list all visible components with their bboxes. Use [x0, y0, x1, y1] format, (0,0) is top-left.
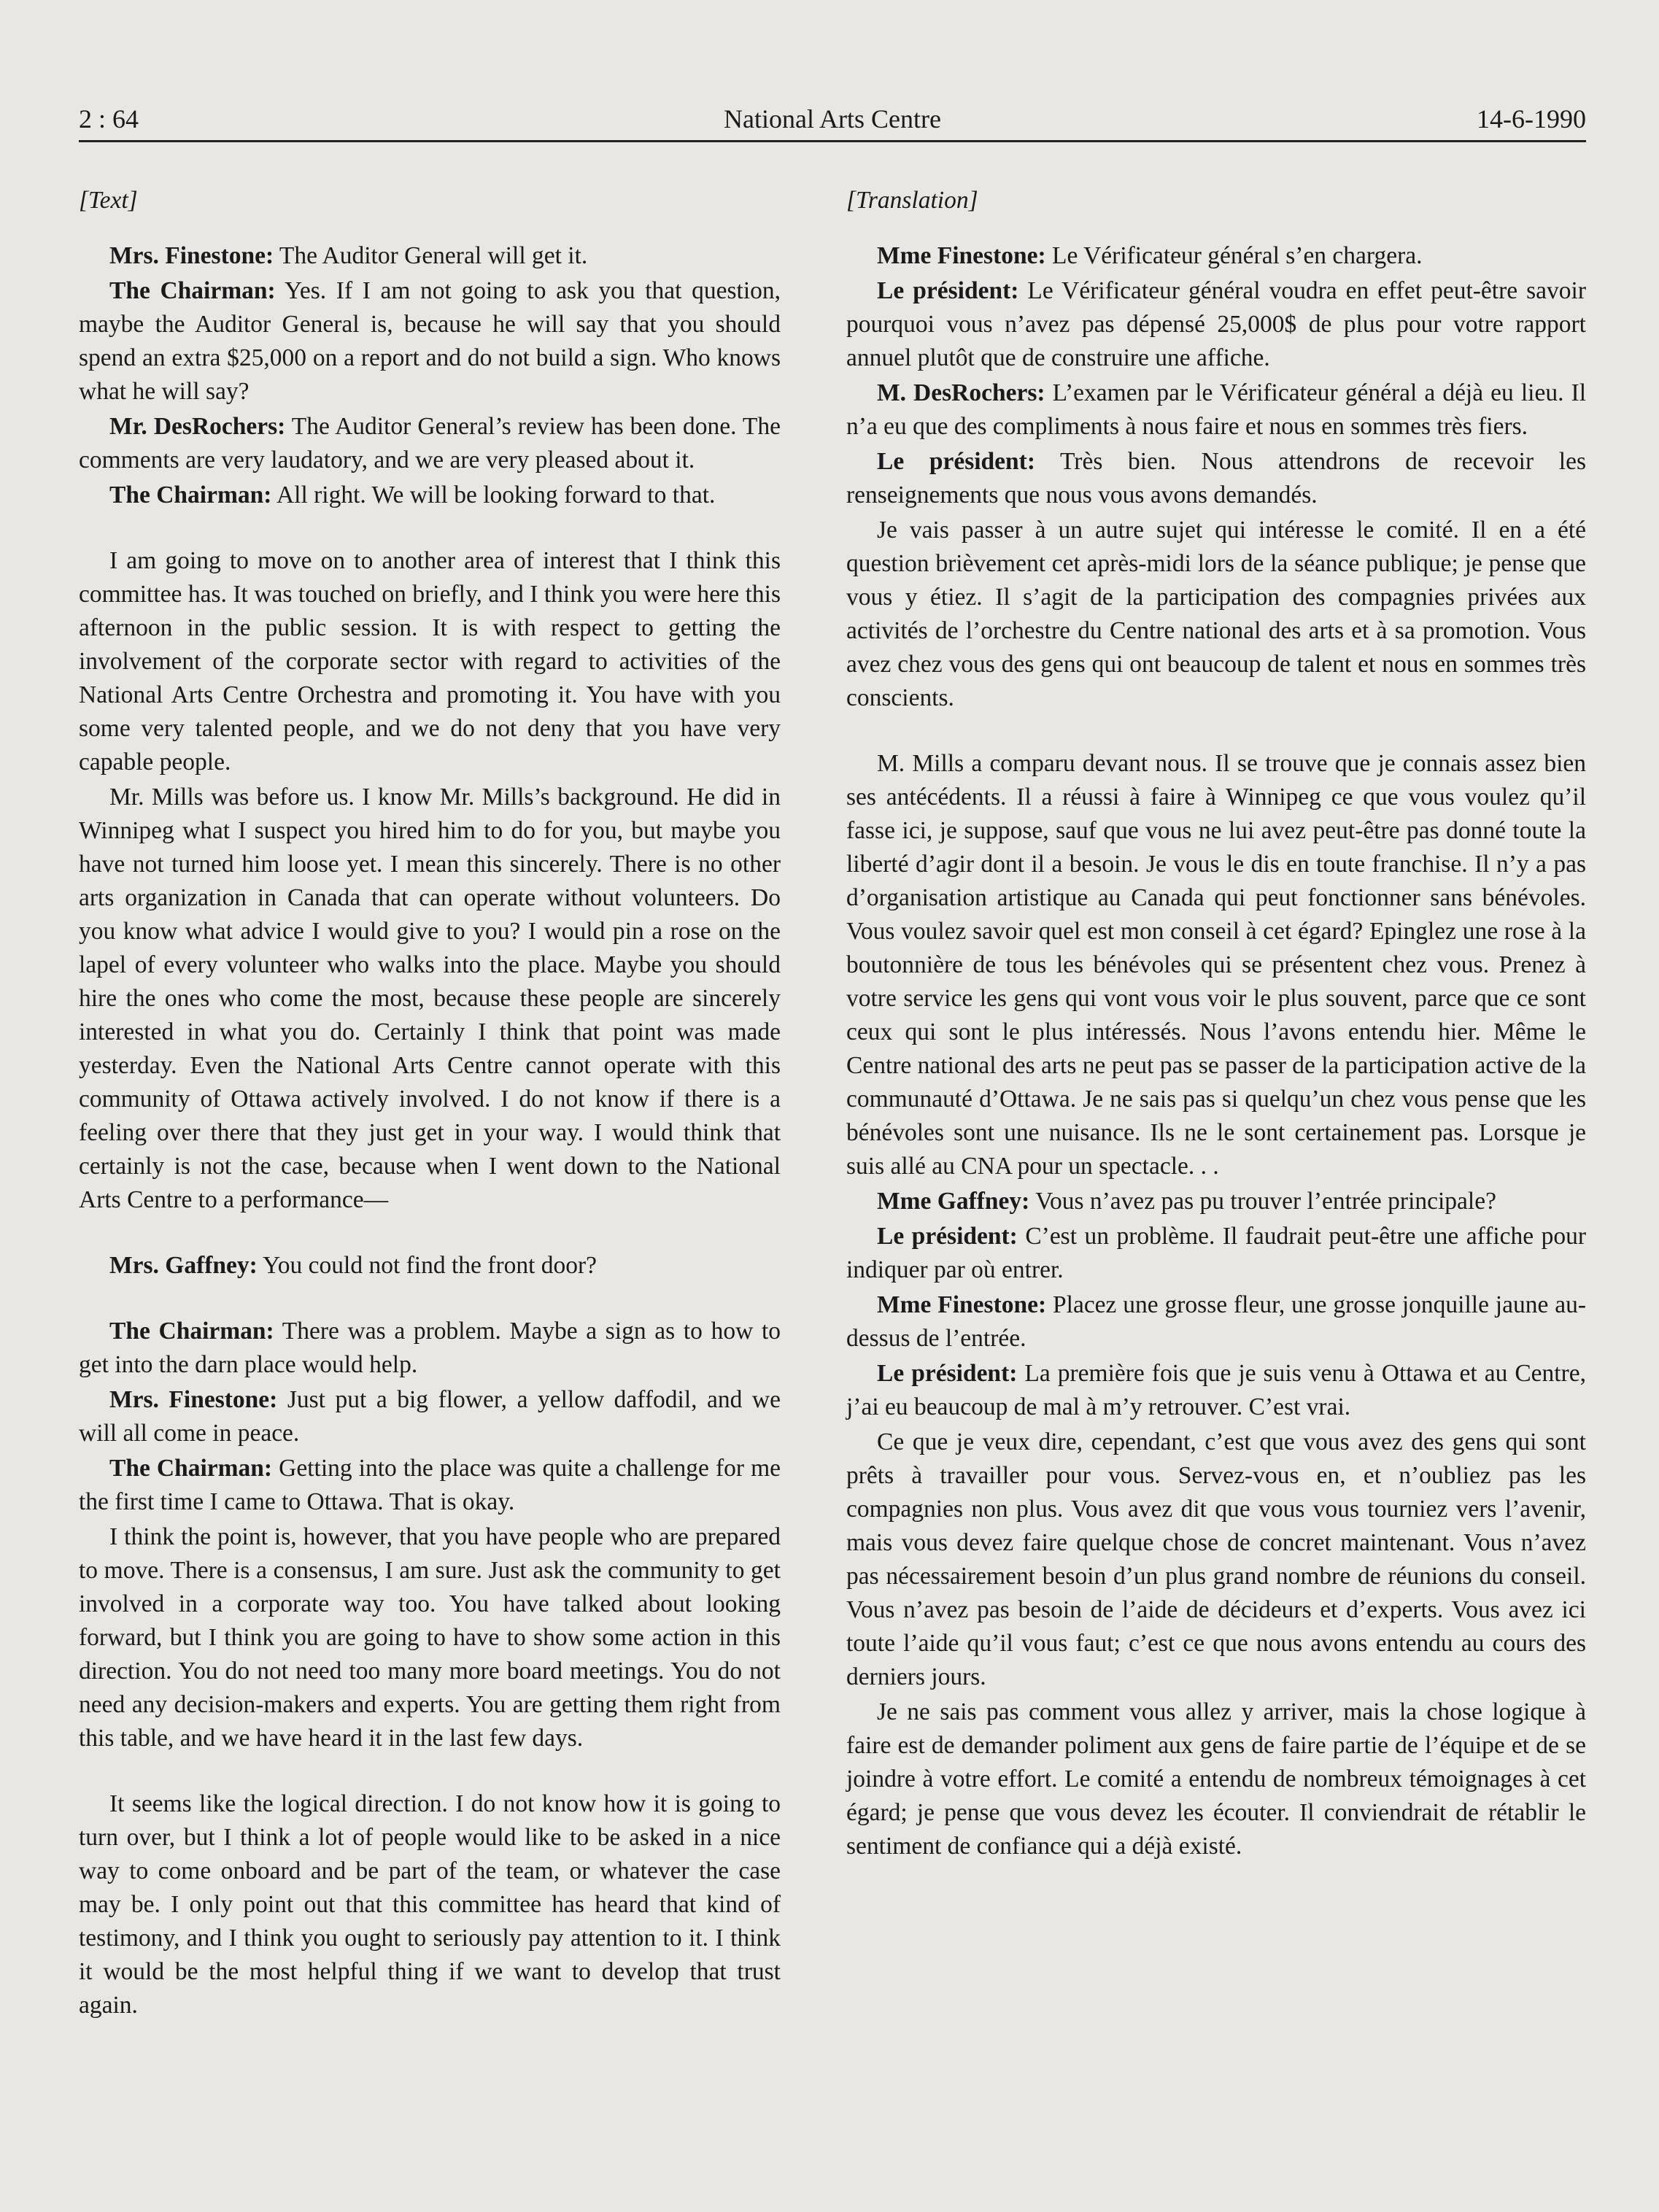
paragraph-text: Le Vérificateur général voudra en effet peut-être savoir pourquoi vous n’avez pas dépensé 25,000$ de plus pour votre rapport annuel plutôt que de construire une affiche.	[846, 277, 1587, 371]
speaker-name: The Chairman:	[109, 1455, 273, 1482]
paragraph-text: Ce que je veux dire, cependant, c’est que vous avez des gens qui sont prêts à travailler pour vous. Servez-vous en, et n’oubliez pas les compagnies non plus. Vous avez dit que vous vous tourniez vers l’avenir, mais vous devez faire quelque chose de concret maintenant. Vous n’avez pas nécessairement besoin d’un plus grand nombre de réunions du conseil. Vous n’avez pas besoin de l’aide de décideurs et d’experts. Vous avez ici toute l’aide qu’il vous faut; c’est ce que nous avons entendu au cours des derniers jours.	[846, 1428, 1586, 1690]
paragraph	[846, 1695, 1586, 1863]
speaker-name: The Chairman:	[109, 277, 276, 304]
paragraph	[79, 1452, 781, 1519]
paragraph-text: I am going to move on to another area of interest that I think this committee has. It was touched on briefly, and I think you were here this afternoon in the public session. It is with respect to getting the involvement of the corporate sector with regard to activities of the National Arts Centre Orchestra and promoting it. You have with you some very talented people, and we do not deny that you have very capable people.	[79, 547, 781, 776]
paragraph-text: The Auditor General’s review has been done. The comments are very laudatory, and we are very pleased about it.	[79, 413, 781, 473]
paragraph	[846, 376, 1586, 444]
english-column	[79, 184, 781, 2024]
speaker-name: Mrs. Finestone:	[109, 242, 274, 269]
paragraph	[846, 1426, 1586, 1694]
paragraph	[79, 274, 781, 409]
paragraph-text: Je ne sais pas comment vous allez y arriver, mais la chose logique à faire est de demander poliment aux gens de faire partie de l’équipe et de se joindre à votre effort. Le comité a entendu de nombreux témoignages à cet égard; je pense que vous devez les écouter. Il conviendrait de rétablir le sentiment de confiance qui a déjà existé.	[846, 1698, 1586, 1860]
paragraph	[79, 1249, 781, 1283]
speaker-name: Mr. DesRochers:	[109, 413, 286, 440]
speaker-name: Le président:	[877, 448, 1035, 475]
paragraph-text: L’examen par le Vérificateur général a déjà eu lieu. Il n’a eu que des compliments à nous faire et nous en sommes très fiers.	[846, 379, 1587, 440]
speaker-name: Le président:	[877, 1223, 1018, 1250]
paragraph	[79, 544, 781, 779]
speaker-name: M. DesRochers:	[877, 379, 1045, 406]
paragraph	[846, 1288, 1586, 1356]
paragraph-text: Just put a big flower, a yellow daffodil, and we will all come in peace.	[79, 1386, 781, 1447]
speaker-name: The Chairman:	[109, 1318, 274, 1345]
paragraph	[846, 274, 1586, 375]
paragraph	[79, 479, 781, 512]
speaker-name: Mme Gaffney:	[877, 1188, 1030, 1215]
paragraph-text: There was a problem. Maybe a sign as to how to get into the darn place would help.	[79, 1318, 781, 1378]
paragraph	[79, 1315, 781, 1382]
header-date: 14-6-1990	[1477, 104, 1586, 134]
paragraph-text: All right. We will be looking forward to that.	[271, 482, 716, 508]
paragraph	[79, 1383, 781, 1450]
speaker-name: Le président:	[877, 277, 1019, 304]
paragraph	[846, 445, 1586, 512]
paragraph-text: Getting into the place was quite a challenge for me the first time I came to Ottawa. That is okay.	[79, 1455, 781, 1515]
speaker-name: Mme Finestone:	[877, 1291, 1047, 1318]
paragraph	[79, 410, 781, 477]
paragraph-text: Placez une grosse fleur, une grosse jonquille jaune au-dessus de l’entrée.	[846, 1291, 1586, 1352]
paragraph	[79, 1787, 781, 2022]
paragraph-text: I think the point is, however, that you have people who are prepared to move. There is a consensus, I am sure. Just ask the community to get involved in a corporate way too. You have talked about looking forward, but I think you are going to have to show some action in this direction. You do not need too many more board meetings. You do not need any decision-makers and experts. You are getting them right from this table, and we have heard it in the last few days.	[79, 1523, 781, 1752]
paragraph-text: La première fois que je suis venu à Ottawa et au Centre, j’ai eu beaucoup de mal à m’y retrouver. C’est vrai.	[846, 1360, 1587, 1420]
paragraph-text: M. Mills a comparu devant nous. Il se trouve que je connais assez bien ses antécédents. Il a réussi à faire à Winnipeg ce que vous voulez qu’il fasse ici, je suppose, sauf que vous ne lui avez peut-être pas donné toute la liberté d’agir dont il a besoin. Je vous le dis en toute franchise. Il n’y a pas d’organisation artistique au Canada qui peut fonctionner sans bénévoles. Vous voulez savoir quel est mon conseil à cet égard? Epinglez une rose à la boutonnière de tous les bénévoles qui se présentent chez vous. Prenez à votre service les gens qui vont vous voir le plus souvent, parce que ce sont ceux qui sont le plus intéressés. Nous l’avons entendu hier. Même le Centre national des arts ne peut pas se passer de la participation active de la communauté d’Ottawa. Je ne sais pas si quelqu’un chez vous pense que les bénévoles sont une nuisance. Ils ne le sont certainement pas. Lorsque je suis allé au CNA pour un spectacle. . .	[846, 750, 1586, 1180]
paragraph-text: Mr. Mills was before us. I know Mr. Mills’s background. He did in Winnipeg what I suspect you hired him to do for you, but maybe you have not turned him loose yet. I mean this sincerely. There is no other arts organization in Canada that can operate without volunteers. Do you know what advice I would give to you? I would pin a rose on the lapel of every volunteer who walks into the place. Maybe you should hire the ones who come the most, because these people are sincerely interested in what you do. Certainly I think that point was made yesterday. Even the National Arts Centre cannot operate with this community of Ottawa actively involved. I do not know if there is a feeling over there that they just get in your way. I would think that certainly is not the case, because when I went down to the National Arts Centre to a performance—	[79, 784, 781, 1213]
paragraph-text: Le Vérificateur général s’en chargera.	[1045, 242, 1423, 269]
speaker-name: Mrs. Finestone:	[109, 1386, 278, 1413]
language-label: [Text]	[79, 187, 138, 214]
paragraph	[846, 1357, 1586, 1424]
paragraph-text: It seems like the logical direction. I do not know how it is going to turn over, but I think a lot of people would like to be asked in a nice way to come onboard and be part of the team, or whatever the case may be. I only point out that this committee has heard that kind of testimony, and I think you ought to seriously pay attention to it. I think it would be the most helpful thing if we want to develop that trust again.	[79, 1790, 781, 2019]
paragraph	[79, 1520, 781, 1755]
paragraph	[79, 239, 781, 273]
page-header	[79, 99, 1586, 142]
page-number: 2 : 64	[79, 104, 139, 134]
paragraph-text: C’est un problème. Il faudrait peut-être une affiche pour indiquer par où entrer.	[846, 1223, 1586, 1283]
paragraph-text: Très bien. Nous attendrons de recevoir les renseignements que nous vous avons demandés.	[846, 448, 1586, 508]
paragraph	[846, 1220, 1586, 1287]
paragraph-text: Je vais passer à un autre sujet qui intéresse le comité. Il en a été question brièvement cet après-midi lors de la séance publique; je pense que vous y étiez. Il s’agit de la participation des compagnies privées aux activités de l’orchestre du Centre national des arts et à sa promotion. Vous avez chez vous des gens qui ont beaucoup de talent et nous en sommes très conscients.	[846, 517, 1586, 711]
paragraph	[846, 747, 1586, 1183]
speaker-name: Mme Finestone:	[877, 242, 1046, 269]
speaker-name: Le président:	[877, 1360, 1018, 1387]
language-label: [Translation]	[846, 187, 978, 214]
paragraph-text: You could not find the front door?	[257, 1252, 598, 1279]
paragraph	[846, 1185, 1586, 1218]
paragraph-text: Yes. If I am not going to ask you that question, maybe the Auditor General is, because he will say that you should spend an extra $25,000 on a report and do not build a sign. Who knows what he will say?	[79, 277, 781, 405]
french-column	[846, 184, 1586, 1865]
paragraph-text: The Auditor General will get it.	[274, 242, 588, 269]
paragraph	[846, 239, 1586, 273]
paragraph-text: Vous n’avez pas pu trouver l’entrée principale?	[1029, 1188, 1496, 1215]
running-title: National Arts Centre	[724, 104, 941, 134]
paragraph	[79, 781, 781, 1217]
speaker-name: The Chairman:	[109, 482, 272, 508]
speaker-name: Mrs. Gaffney:	[109, 1252, 258, 1279]
paragraph	[846, 514, 1586, 715]
